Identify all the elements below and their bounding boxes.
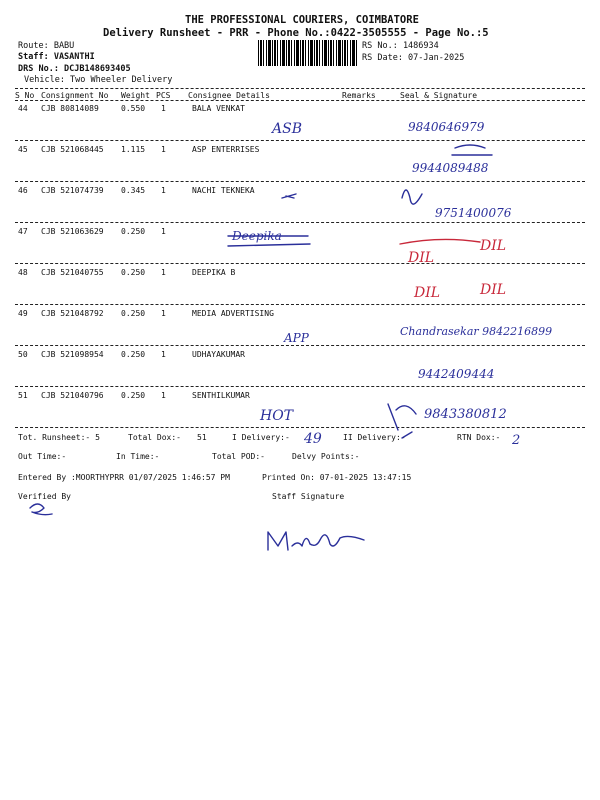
row-consignment: CJB 521063629 xyxy=(41,227,104,236)
signature-initial-46 xyxy=(402,190,422,204)
row-sno: 51 xyxy=(18,391,28,400)
red-mark-47-right: DIL xyxy=(480,238,507,254)
row-sno: 47 xyxy=(18,227,28,236)
row-sno: 50 xyxy=(18,350,28,359)
staff-signature-label: Staff Signature xyxy=(272,492,345,501)
row-sno: 48 xyxy=(18,268,28,277)
handwritten-signature-51: 9843380812 xyxy=(424,407,507,422)
row-consignment: CJB 80814089 xyxy=(41,104,99,113)
handwritten-i-delivery: 49 xyxy=(304,431,322,447)
row-weight: 0.250 xyxy=(121,268,146,277)
handwritten-remark-51: HOT xyxy=(260,408,294,424)
handwritten-signature-44: 9840646979 xyxy=(408,120,485,134)
row-consignee: BALA VENKAT xyxy=(192,104,245,113)
signature-stroke-45 xyxy=(452,145,492,155)
rtn-dox-label: RTN Dox:- xyxy=(457,433,501,442)
row-consignment: CJB 521048792 xyxy=(41,309,104,318)
handwritten-rtn-dox: 2 xyxy=(512,433,521,448)
row-consignment: CJB 521040796 xyxy=(41,391,104,400)
row-consignee: DEEPIKA B xyxy=(192,268,236,277)
row-pcs: 1 xyxy=(161,227,166,236)
handwritten-remark-44: ASB xyxy=(272,121,302,137)
row-pcs: 1 xyxy=(161,145,166,154)
handwritten-signature-50: 9442409444 xyxy=(418,367,495,381)
total-runsheet: Tot. Runsheet:- 5 xyxy=(18,433,100,442)
row-consignment: CJB 521040755 xyxy=(41,268,104,277)
row-pcs: 1 xyxy=(161,104,166,113)
company-name: THE PROFESSIONAL COURIERS, COIMBATORE xyxy=(185,14,419,26)
row-consignee: SENTHILKUMAR xyxy=(192,391,250,400)
row-weight: 0.345 xyxy=(121,186,146,195)
handwritten-signature-46: 9751400076 xyxy=(435,206,512,220)
col-seal-signature: Seal & Signature xyxy=(400,91,478,100)
row-weight: 0.250 xyxy=(121,227,146,236)
row-pcs: 1 xyxy=(161,309,166,318)
delivery-points: Delvy Points:- xyxy=(292,452,360,461)
verified-signature xyxy=(30,504,52,515)
row-consignment: CJB 521074739 xyxy=(41,186,104,195)
row-sno: 46 xyxy=(18,186,28,195)
out-time: Out Time:- xyxy=(18,452,67,461)
col-remarks: Remarks xyxy=(342,91,376,100)
col-pcs: PCS xyxy=(156,91,171,100)
row-weight: 0.250 xyxy=(121,391,146,400)
col-consignment: Consignment No xyxy=(41,91,109,100)
staff: Staff: VASANTHI xyxy=(18,52,95,62)
red-mark-48-left: DIL xyxy=(414,285,441,301)
verified-by: Verified By xyxy=(18,492,71,501)
total-dox-value: 51 xyxy=(197,433,207,442)
rs-date: RS Date: 07-Jan-2025 xyxy=(362,53,465,63)
total-pod: Total POD:- xyxy=(212,452,265,461)
route: Route: BABU xyxy=(18,41,75,51)
col-consignee: Consignee Details xyxy=(188,91,270,100)
row-consignee: NACHI TEKNEKA xyxy=(192,186,255,195)
handwritten-signature-49: Chandrasekar 9842216899 xyxy=(400,325,553,338)
entered-by: Entered By :MOORTHYPRR 01/07/2025 1:46:57 PM xyxy=(18,473,230,482)
in-time: In Time:- xyxy=(116,452,160,461)
row-consignment: CJB 521068445 xyxy=(41,145,104,154)
row-consignee: MEDIA ADVERTISING xyxy=(192,309,274,318)
ii-delivery-label: II Delivery:- xyxy=(343,433,406,442)
tick-mark-46 xyxy=(282,194,296,198)
red-mark-47-left: DIL xyxy=(408,250,435,266)
row-pcs: 1 xyxy=(161,391,166,400)
col-sno: S No xyxy=(15,91,35,100)
rs-number: RS No.: 1486934 xyxy=(362,41,439,51)
handwritten-remark-49: APP xyxy=(284,331,309,345)
i-delivery-label: I Delivery:- xyxy=(232,433,290,442)
row-consignee: UDHAYAKUMAR xyxy=(192,350,245,359)
runsheet-subtitle: Delivery Runsheet - PRR - Phone No.:0422-3505555 - Page No.:5 xyxy=(103,27,489,39)
row-consignee: ASP ENTERRISES xyxy=(192,145,260,154)
total-dox-label: Total Dox:- xyxy=(128,433,181,442)
col-weight: Weight xyxy=(121,91,150,100)
red-underline-47 xyxy=(400,239,480,244)
row-weight: 0.250 xyxy=(121,350,146,359)
drs-number: DRS No.: DCJB148693405 xyxy=(18,64,131,74)
handwritten-name-47: Deepika xyxy=(232,229,282,243)
vehicle: Vehicle: Two Wheeler Delivery xyxy=(24,75,173,85)
printed-on: Printed On: 07-01-2025 13:47:15 xyxy=(262,473,412,482)
row-weight: 0.550 xyxy=(121,104,146,113)
row-sno: 49 xyxy=(18,309,28,318)
row-sno: 44 xyxy=(18,104,28,113)
row-pcs: 1 xyxy=(161,350,166,359)
tick-ii-delivery xyxy=(402,432,412,438)
row-weight: 0.250 xyxy=(121,309,146,318)
handwritten-signature-45: 9944089488 xyxy=(412,161,489,175)
row-pcs: 1 xyxy=(161,268,166,277)
row-pcs: 1 xyxy=(161,186,166,195)
row-weight: 1.115 xyxy=(121,145,146,154)
red-mark-48-right: DIL xyxy=(480,282,507,298)
row-consignment: CJB 521098954 xyxy=(41,350,104,359)
signature-initial-51 xyxy=(388,404,416,430)
staff-handwritten-signature xyxy=(268,532,364,550)
row-sno: 45 xyxy=(18,145,28,154)
